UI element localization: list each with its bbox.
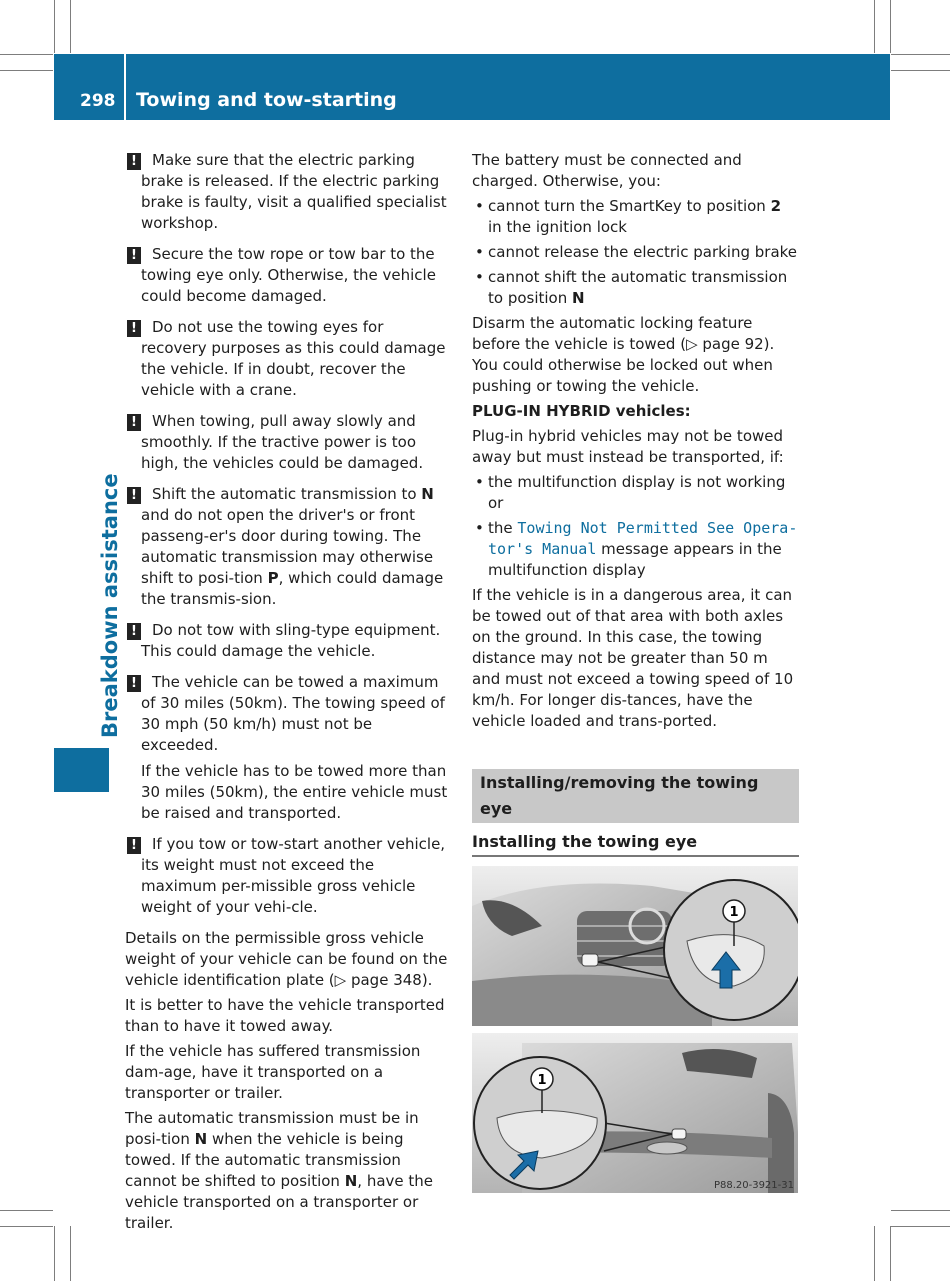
warning-icon: ! bbox=[127, 320, 141, 337]
callout-number: 1 bbox=[537, 1073, 547, 1088]
right-column bbox=[472, 150, 799, 1193]
crop-mark bbox=[0, 1226, 53, 1227]
warning-text: If you tow or tow-start another vehicle, its weight must not exceed the maximum per-missible gross vehicle weight of your vehi-cle. bbox=[141, 835, 446, 916]
gear-position: N bbox=[344, 1172, 358, 1190]
list-item-text: cannot shift the automatic transmission to position bbox=[488, 268, 788, 307]
warning-text: Secure the tow rope or tow bar to the towing eye only. Otherwise, the vehicle could become damaged. bbox=[141, 245, 436, 305]
warning-icon: ! bbox=[127, 153, 141, 170]
paragraph: The battery must be connected and charged. Otherwise, you: bbox=[472, 151, 742, 190]
bullet-list bbox=[472, 196, 799, 309]
crop-mark bbox=[70, 0, 71, 53]
warning-text: Make sure that the electric parking brake is released. If the electric parking brake is faulty, visit a qualified specialist workshop. bbox=[141, 151, 447, 232]
crop-mark bbox=[891, 1210, 950, 1211]
gear-position: P bbox=[267, 569, 279, 587]
key-position: 2 bbox=[770, 197, 782, 215]
list-item bbox=[472, 518, 799, 581]
crop-mark bbox=[54, 0, 55, 53]
warning-note bbox=[125, 244, 452, 307]
front-bumper-illustration bbox=[472, 866, 798, 1026]
list-item-text: the multifunction display is not working or bbox=[488, 473, 786, 512]
crop-mark bbox=[891, 70, 950, 71]
display-message: Towing Not Permitted See Opera-tor's Manual bbox=[488, 519, 798, 558]
warning-icon: ! bbox=[127, 675, 141, 692]
warning-icon: ! bbox=[127, 623, 141, 640]
warning-text: Shift the automatic transmission to bbox=[152, 485, 422, 503]
list-item-text: cannot release the electric parking brake bbox=[488, 243, 798, 261]
warning-note bbox=[125, 672, 452, 824]
list-item bbox=[472, 242, 799, 263]
section-heading: Installing/removing the towing eye bbox=[472, 769, 799, 823]
crop-mark bbox=[890, 0, 891, 53]
list-item-text: message appears in the multifunction display bbox=[488, 540, 782, 579]
list-item-text: in the ignition lock bbox=[488, 218, 627, 236]
warning-text: The vehicle can be towed a maximum of 30 miles (50km). The towing speed of 30 mph (50 km/h) must not be exceeded. bbox=[141, 673, 445, 754]
towing-eye-cover bbox=[582, 954, 598, 966]
warning-continuation: If the vehicle has to be towed more than 30 miles (50km), the entire vehicle must be raised and transported. bbox=[141, 762, 448, 822]
warning-note bbox=[125, 834, 452, 918]
list-item bbox=[472, 267, 799, 309]
warning-note bbox=[125, 484, 452, 610]
warning-text: , which could damage the transmis-sion. bbox=[141, 569, 444, 608]
warning-icon: ! bbox=[127, 414, 141, 431]
crop-mark bbox=[0, 54, 53, 55]
gear-position: N bbox=[194, 1130, 208, 1148]
list-item bbox=[472, 472, 799, 514]
list-item-text: cannot turn the SmartKey to position bbox=[488, 197, 771, 215]
callout-number: 1 bbox=[729, 905, 739, 920]
exhaust-tip bbox=[647, 1142, 687, 1154]
page-title: Towing and tow-starting bbox=[136, 89, 397, 111]
bullet-list bbox=[472, 472, 799, 581]
crop-mark bbox=[874, 0, 875, 53]
warning-note bbox=[125, 411, 452, 474]
list-item-text: the bbox=[488, 519, 518, 537]
side-tab-marker bbox=[54, 748, 109, 792]
paragraph-text: , have the vehicle transported on a transporter or trailer. bbox=[125, 1172, 434, 1232]
crop-mark bbox=[890, 1226, 891, 1281]
warning-icon: ! bbox=[127, 487, 141, 504]
page-number: 298 bbox=[80, 91, 116, 111]
warning-text: Do not tow with sling-type equipment. This could damage the vehicle. bbox=[141, 621, 441, 660]
paragraph: It is better to have the vehicle transported than to have it towed away. bbox=[125, 996, 445, 1035]
gear-position: N bbox=[572, 289, 585, 307]
warning-note bbox=[125, 317, 452, 401]
warning-icon: ! bbox=[127, 837, 141, 854]
crop-mark bbox=[891, 1226, 950, 1227]
list-item bbox=[472, 196, 799, 238]
paragraph: Details on the permissible gross vehicle weight of your vehicle can be found on the vehicle identification plate (▷ page 348). bbox=[125, 929, 448, 989]
warning-note bbox=[125, 620, 452, 662]
header-divider bbox=[124, 54, 126, 120]
warning-icon: ! bbox=[127, 247, 141, 264]
warning-text: Do not use the towing eyes for recovery purposes as this could damage the vehicle. If in doubt, recover the vehicle with a crane. bbox=[141, 318, 446, 399]
crop-mark bbox=[874, 1226, 875, 1281]
crop-mark bbox=[70, 1226, 71, 1281]
warning-note bbox=[125, 150, 452, 234]
paragraph-text: when the vehicle is being towed. If the automatic transmission cannot be shifted to position bbox=[125, 1130, 404, 1190]
warning-text: and do not open the driver's or front passeng-er's door during towing. The automatic transmission may otherwise shift to posi-tion bbox=[141, 506, 434, 587]
towing-eye-cover bbox=[672, 1129, 686, 1139]
warning-text: When towing, pull away slowly and smoothly. If the tractive power is too high, the vehicles could be damaged. bbox=[141, 412, 424, 472]
crop-mark bbox=[0, 70, 53, 71]
paragraph: If the vehicle is in a dangerous area, it can be towed out of that area with both axles on the ground. In this case, the towing distance may not be greater than 50 m and must not exceed a towing speed of 10 km/h. For longer dis-tances, have the vehicle loaded and trans-ported. bbox=[472, 586, 794, 730]
crop-mark bbox=[891, 54, 950, 55]
crop-mark bbox=[54, 1226, 55, 1281]
subsection-heading: Installing the towing eye bbox=[472, 831, 799, 857]
crop-mark bbox=[0, 1210, 53, 1211]
rear-bumper-illustration bbox=[472, 1033, 798, 1193]
paragraph: Plug-in hybrid vehicles may not be towed away but must instead be transported, if: bbox=[472, 427, 784, 466]
hybrid-heading: PLUG-IN HYBRID vehicles: bbox=[472, 402, 691, 420]
side-tab-label: Breakdown assistance bbox=[98, 473, 122, 738]
gear-position: N bbox=[421, 485, 434, 503]
paragraph-text: The automatic transmission must be in posi-tion bbox=[125, 1109, 419, 1148]
left-column bbox=[125, 150, 452, 1238]
paragraph: Disarm the automatic locking feature before the vehicle is towed (▷ page 92). You could otherwise be locked out when pushing or towing the vehicle. bbox=[472, 314, 775, 395]
paragraph: If the vehicle has suffered transmission dam-age, have it transported on a transporter or trailer. bbox=[125, 1042, 421, 1102]
paragraph bbox=[125, 1108, 452, 1234]
figure-code: P88.20-3921-31 bbox=[713, 1180, 794, 1191]
